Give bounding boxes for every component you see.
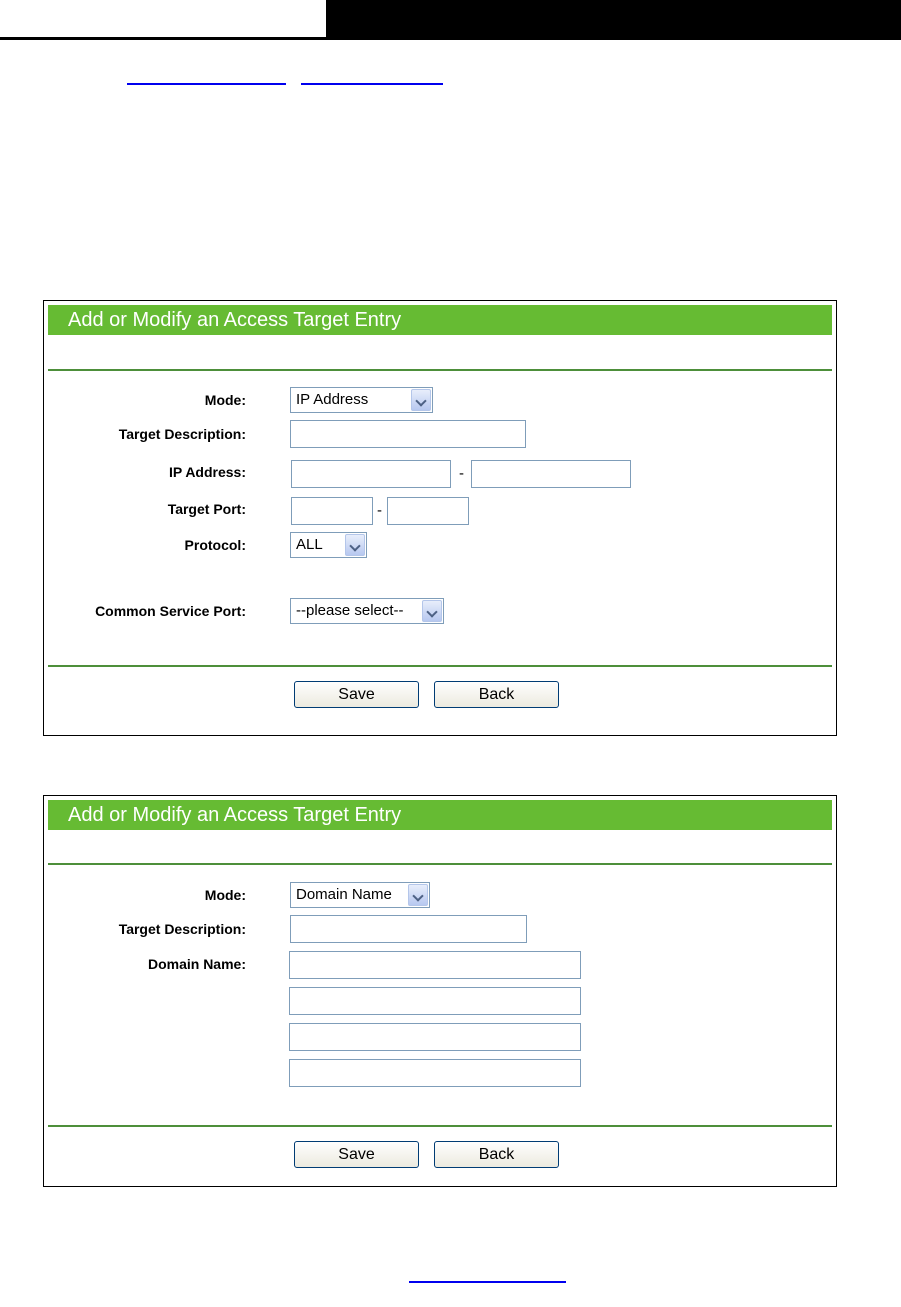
access-target-panel-ip [43, 300, 837, 736]
divider [48, 863, 832, 865]
protocol-select-value: ALL [296, 536, 323, 553]
target-port-start-input[interactable] [291, 497, 373, 525]
domain-name-input-2[interactable] [289, 987, 581, 1015]
domain-name-label: Domain Name: [147, 956, 246, 972]
access-target-panel-domain [43, 795, 837, 1187]
target-description-label: Target Description: [118, 921, 246, 937]
header-right [326, 0, 901, 38]
protocol-label: Protocol: [184, 537, 246, 553]
domain-name-input-1[interactable] [289, 951, 581, 979]
common-service-port-select[interactable] [290, 598, 444, 624]
mode-select[interactable] [290, 882, 430, 908]
back-button[interactable]: Back [434, 681, 559, 708]
header-rule [0, 37, 901, 40]
common-service-port-label: Common Service Port: [95, 603, 246, 619]
divider [48, 665, 832, 667]
ip-address-start-input[interactable] [291, 460, 451, 488]
target-description-label: Target Description: [118, 426, 246, 442]
target-port-end-input[interactable] [387, 497, 469, 525]
domain-name-input-3[interactable] [289, 1023, 581, 1051]
ip-address-label: IP Address: [168, 464, 246, 480]
divider [48, 1125, 832, 1127]
chevron-down-icon [408, 884, 428, 906]
panel-title: Add or Modify an Access Target Entry [48, 800, 832, 830]
port-range-separator: - [377, 502, 382, 519]
mode-select-value: Domain Name [296, 886, 392, 903]
protocol-select[interactable] [290, 532, 367, 558]
mode-select[interactable] [290, 387, 433, 413]
target-description-input[interactable] [290, 420, 526, 448]
domain-name-input-4[interactable] [289, 1059, 581, 1087]
link-underline[interactable] [301, 83, 443, 85]
target-description-input[interactable] [290, 915, 527, 943]
header-left [0, 0, 326, 38]
link-underline[interactable] [127, 83, 286, 85]
footer-link-underline[interactable] [409, 1281, 566, 1283]
ip-range-separator: - [459, 465, 464, 482]
target-port-label: Target Port: [167, 501, 246, 517]
mode-label: Mode: [204, 392, 246, 408]
ip-address-end-input[interactable] [471, 460, 631, 488]
mode-label: Mode: [204, 887, 246, 903]
chevron-down-icon [411, 389, 431, 411]
chevron-down-icon [345, 534, 365, 556]
mode-select-value: IP Address [296, 391, 369, 408]
save-button[interactable]: Save [294, 681, 419, 708]
common-service-port-value: --please select-- [296, 602, 404, 619]
back-button[interactable]: Back [434, 1141, 559, 1168]
divider [48, 369, 832, 371]
panel-title: Add or Modify an Access Target Entry [48, 305, 832, 335]
chevron-down-icon [422, 600, 442, 622]
save-button[interactable]: Save [294, 1141, 419, 1168]
